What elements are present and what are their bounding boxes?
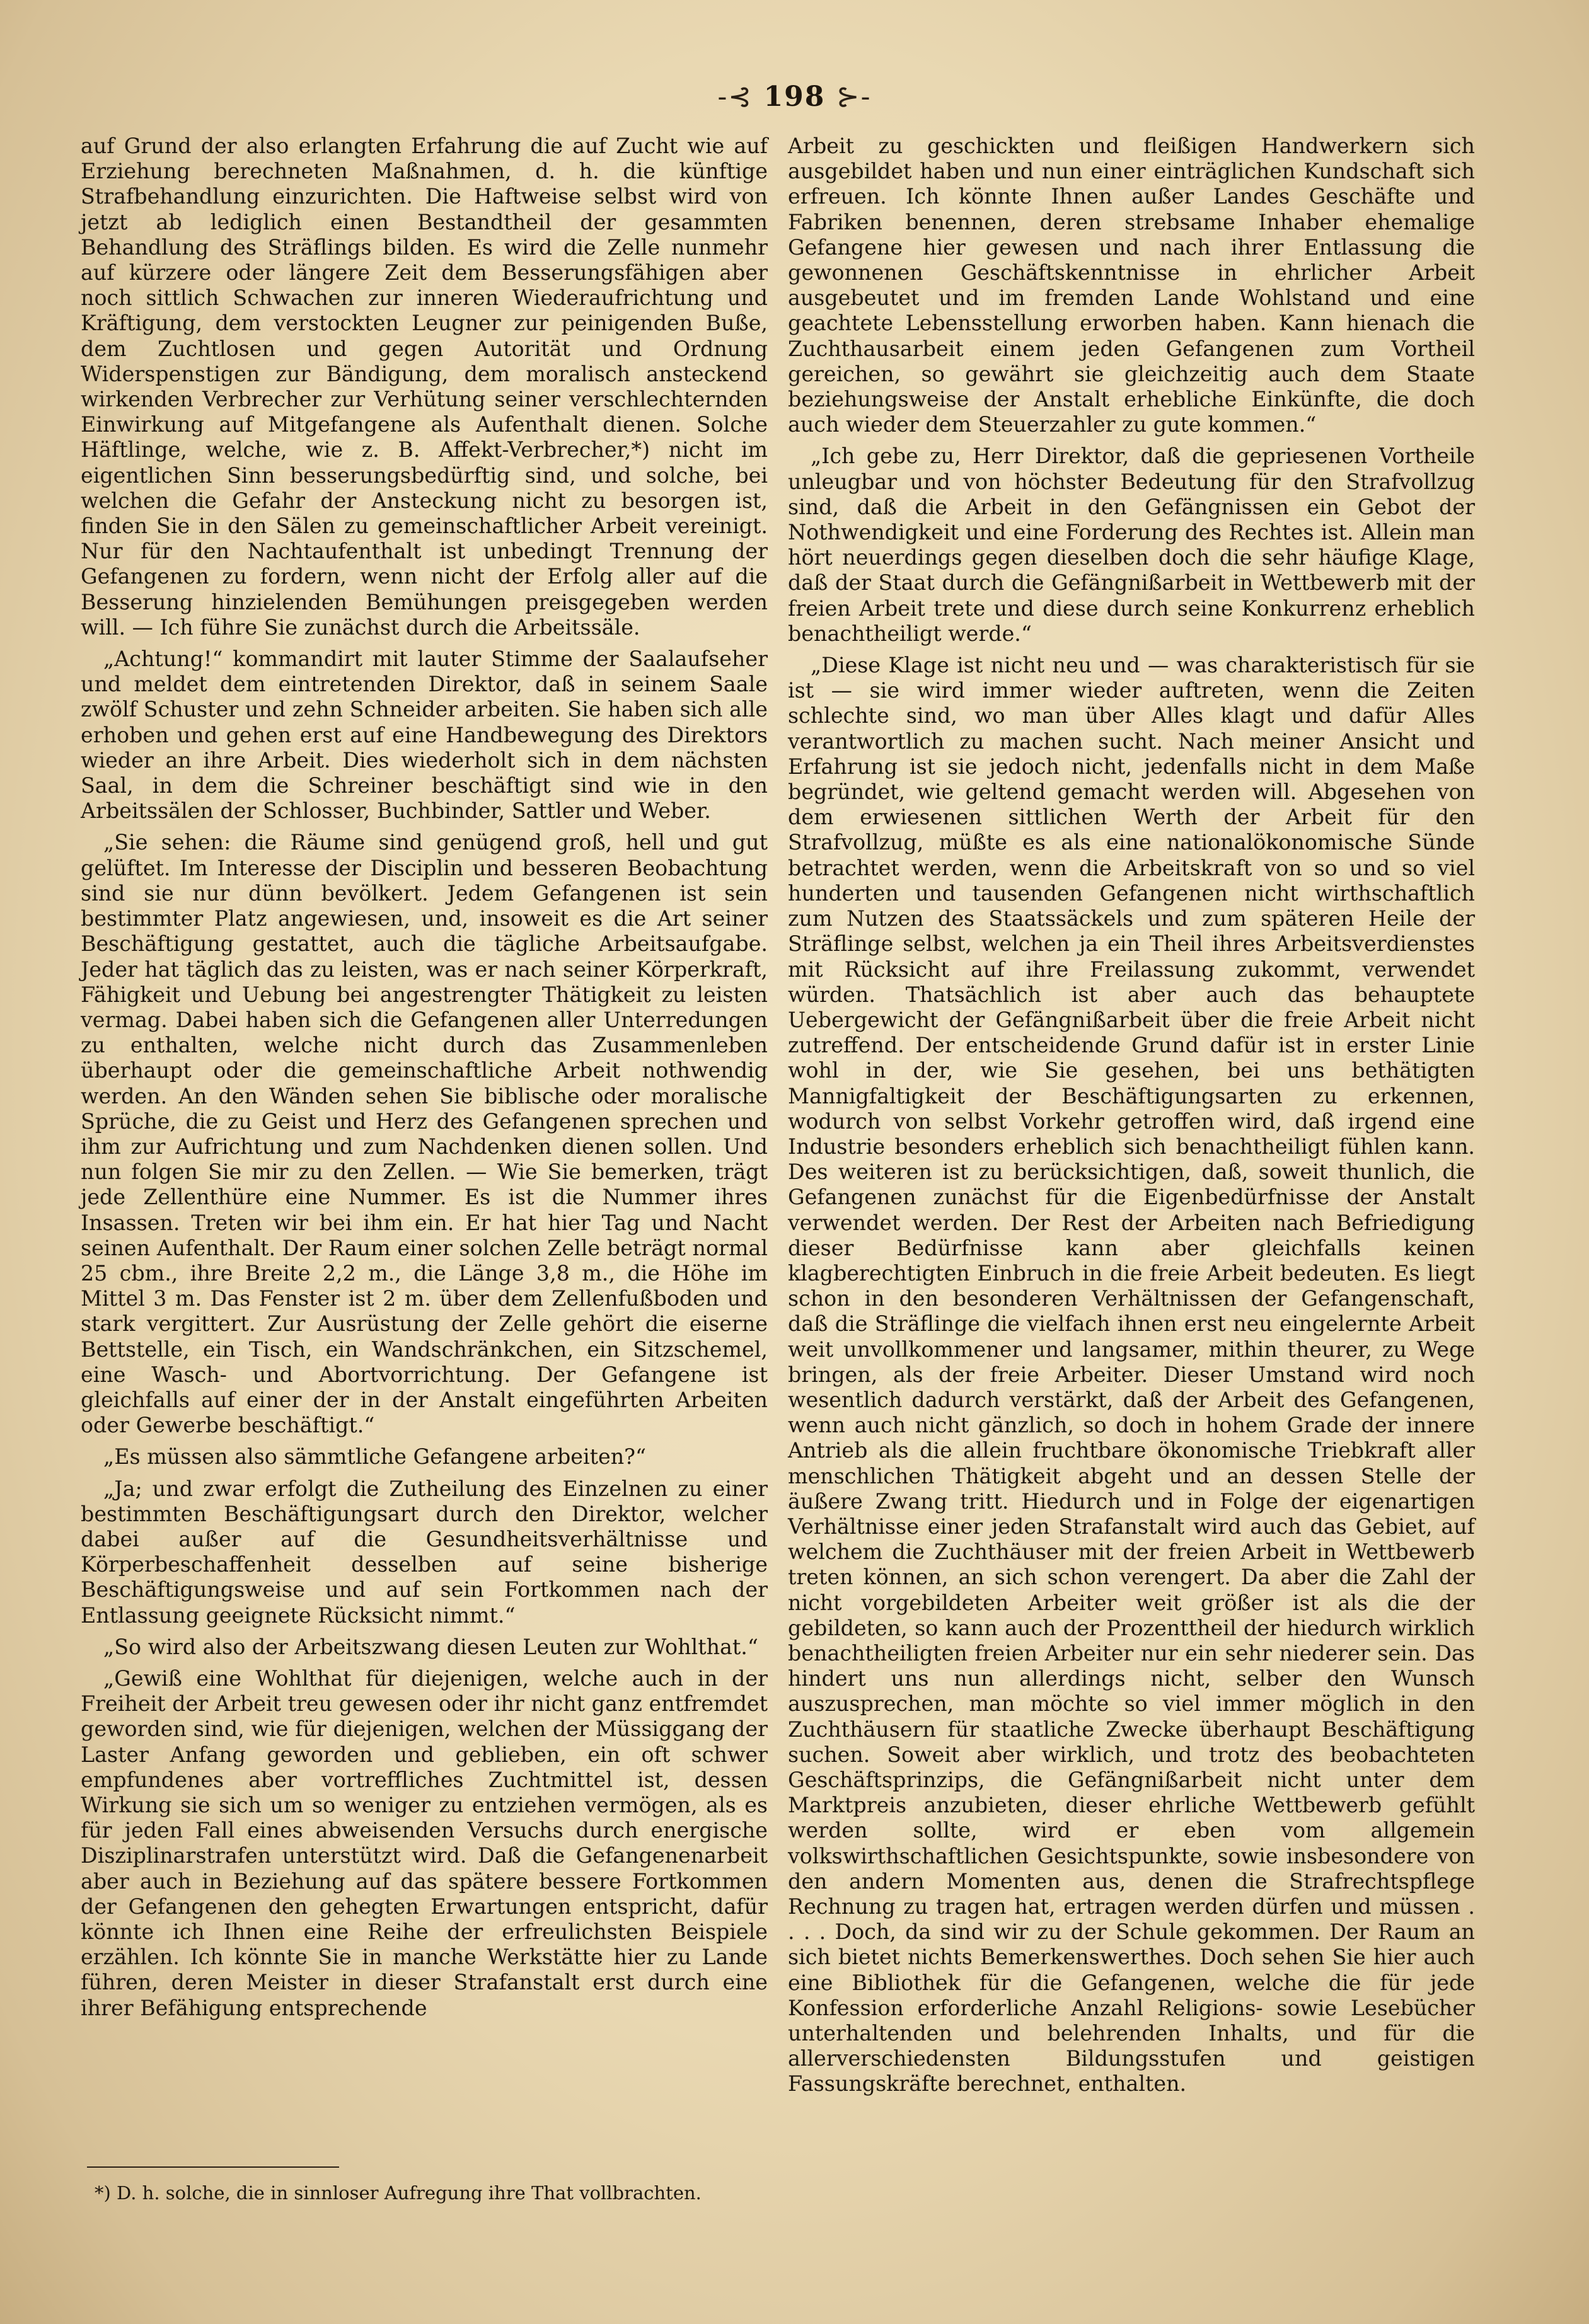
right-column	[788, 134, 1475, 2097]
paragraph: „Achtung!“ kommandirt mit lauter Stimme der Saalaufseher und meldet dem eintretenden Direktor, daß in seinem Saale zwölf Schuster und zehn Schneider arbeiten. Sie haben sich alle erhoben und gehen erst auf eine Handbewegung des Direktors wieder an ihre Arbeit. Dies wiederholt sich in dem nächsten Saal, in dem die Schreiner beschäftigt sind wie in den Arbeitssälen der Schlosser, Buchbinder, Sattler und Weber.	[81, 647, 768, 824]
page-header	[0, 81, 1589, 113]
paragraph: Arbeit zu geschickten und fleißigen Handwerkern sich ausgebildet haben und nun einer einträglichen Kundschaft sich erfreuen. Ich könnte Ihnen außer Landes Geschäfte und Fabriken benennen, deren strebsame Inhaber ehemalige Gefangene hier gewesen und nach ihrer Entlassung die gewonnenen Geschäftskenntnisse in ehrlicher Arbeit ausgebeutet und im fremden Lande Wohlstand und eine geachtete Lebensstellung erworben haben. Kann hienach die Zuchthausarbeit einem jeden Gefangenen zum Vortheil gereichen, so gewährt sie gleichzeitig auch dem Staate beziehungsweise der Anstalt erhebliche Einkünfte, die doch auch wieder dem Steuerzahler zu gute kommen.“	[788, 134, 1475, 437]
page-number: 198	[763, 81, 826, 113]
ornament-right: ⊱-	[836, 81, 872, 113]
footnote-rule	[87, 2166, 339, 2168]
paragraph: „Diese Klage ist nicht neu und — was charakteristisch für sie ist — sie wird immer wieder auftreten, wenn die Zeiten schlechte sind, wo man über Alles klagt und dafür Alles verantwortlich zu machen sucht. Nach meiner Ansicht und Erfahrung ist sie jedoch nicht, jedenfalls nicht in dem Maße begründet, wie geltend gemacht werden will. Abgesehen von dem erwiesenen sittlichen Werth der Arbeit für den Strafvollzug, müßte es als eine nationalökonomische Sünde betrachtet werden, wenn die Arbeitskraft von so und so viel hunderten und tausenden Gefangenen nicht wirthschaftlich zum Nutzen des Staatssäckels und zum späteren Heile der Sträflinge selbst, welchen ja ein Theil ihres Arbeitsverdienstes mit Rücksicht auf ihre Freilassung zukommt, verwendet würden. Thatsächlich ist aber auch das behauptete Uebergewicht der Gefängnißarbeit über die freie Arbeit nicht zutreffend. Der entscheidende Grund dafür ist in erster Linie wohl in der, wie Sie gesehen, bei uns bethätigten Mannigfaltigkeit der Beschäftigungsarten zu erkennen, wodurch von selbst Vorkehr getroffen wird, daß irgend eine Industrie besonders erheblich sich benachtheiligt fühlen kann. Des weiteren ist zu berücksichtigen, daß, soweit thunlich, die Gefangenen zunächst für die Eigenbedürfnisse der Anstalt verwendet werden. Der Rest der Arbeiten nach Befriedigung dieser Bedürfnisse kann aber gleichfalls keinen klagberechtigten Einbruch in die freie Arbeit bedeuten. Es liegt schon in den besonderen Verhältnissen der Gefangenschaft, daß die Sträflinge die vielfach ihnen erst neu eingelernte Arbeit weit unvollkommener und langsamer, mithin theurer, zu Wege bringen, als der freie Arbeiter. Dieser Umstand wird noch wesentlich dadurch verstärkt, daß der Arbeit des Gefangenen, wenn auch nicht gänzlich, so doch in hohem Grade der innere Antrieb als die allein fruchtbare ökonomische Triebkraft aller menschlichen Thätigkeit abgeht und an dessen Stelle der äußere Zwang tritt. Hiedurch und in Folge der eigenartigen Verhältnisse einer jeden Strafanstalt wird auch das Gebiet, auf welchem die Zuchthäuser mit der freien Arbeit in Wettbewerb treten können, an sich schon verengert. Da aber die Zahl der nicht vorgebildeten Arbeiter weit größer ist als die der gebildeten, so kann auch der Prozenttheil der hiedurch wirklich benachtheiligten freien Arbeiter nur ein sehr niederer sein. Das hindert uns nun allerdings nicht, selber den Wunsch auszusprechen, man möchte so viel immer möglich in den Zuchthäusern für staatliche Zwecke überhaupt Beschäftigung suchen. Soweit aber wirklich, und trotz des beobachteten Geschäftsprinzips, die Gefängnißarbeit nicht unter dem Marktpreis anzubieten, dieser ehrliche Wettbewerb gefühlt werden sollte, wird er eben vom allgemein volkswirthschaftlichen Gesichtspunkte, sowie insbesondere von den andern Momenten aus, denen die Strafrechtspflege Rechnung zu tragen hat, ertragen werden dürfen und müssen . . . . Doch, da sind wir zu der Schule gekommen. Der Raum an sich bietet nichts Bemerkenswerthes. Doch sehen Sie hier auch eine Bibliothek für die Gefangenen, welche die für jede Konfession erforderliche Anzahl Religions- sowie Lesebücher unterhaltenden und belehrenden Inhalts, und für die allerverschiedensten Bildungsstufen und geistigen Fassungskräfte berechnet, enthalten.	[788, 653, 1475, 2097]
paragraph: „Sie sehen: die Räume sind genügend groß, hell und gut gelüftet. Im Interesse der Disciplin und besseren Beobachtung sind sie nur dünn bevölkert. Jedem Gefangenen ist sein bestimmter Platz angewiesen, und, insoweit es die Art seiner Beschäftigung gestattet, auch die tägliche Arbeitsaufgabe. Jeder hat täglich das zu leisten, was er nach seiner Körperkraft, Fähigkeit und Uebung bei angestrengter Thätigkeit zu leisten vermag. Dabei haben sich die Gefangenen aller Unterredungen zu enthalten, welche nicht durch das Zusammenleben überhaupt oder die gemeinschaftliche Arbeit nothwendig werden. An den Wänden sehen Sie biblische oder moralische Sprüche, die zu Geist und Herz des Gefangenen sprechen und ihm zur Aufrichtung und zum Nachdenken dienen sollen. Und nun folgen Sie mir zu den Zellen. — Wie Sie bemerken, trägt jede Zellenthüre eine Nummer. Es ist die Nummer ihres Insassen. Treten wir bei ihm ein. Er hat hier Tag und Nacht seinen Aufenthalt. Der Raum einer solchen Zelle beträgt normal 25 cbm., ihre Breite 2,2 m., die Länge 3,8 m., die Höhe im Mittel 3 m. Das Fenster ist 2 m. über dem Zellenfußboden und stark vergittert. Zur Ausrüstung der Zelle gehört die eiserne Bettstelle, ein Tisch, ein Wandschränkchen, ein Sitzschemel, eine Wasch- und Abortvorrichtung. Der Gefangene ist gleichfalls auf einer der in der Anstalt eingeführten Arbeiten oder Gewerbe beschäftigt.“	[81, 830, 768, 1438]
paragraph: „Ich gebe zu, Herr Direktor, daß die gepriesenen Vortheile unleugbar und von höchster Bedeutung für den Strafvollzug sind, daß die Arbeit in den Gefängnissen ein Gebot der Nothwendigkeit und eine Forderung des Rechtes ist. Allein man hört neuerdings gegen dieselben doch die sehr häufige Klage, daß der Staat durch die Gefängnißarbeit in Wettbewerb mit der freien Arbeit trete und diese durch seine Konkurrenz erheblich benachtheiligt werde.“	[788, 444, 1475, 646]
paragraph: „So wird also der Arbeitszwang diesen Leuten zur Wohlthat.“	[103, 1634, 758, 1659]
paragraph: auf Grund der also erlangten Erfahrung die auf Zucht wie auf Erziehung berechneten Maßnahmen, d. h. die künftige Strafbehandlung einzurichten. Die Haftweise selbst wird von jetzt ab lediglich einen Bestandtheil der gesammten Behandlung des Sträflings bilden. Es wird die Zelle nunmehr auf kürzere oder längere Zeit dem Besserungsfähigen aber noch sittlich Schwachen zur inneren Wiederaufrichtung und Kräftigung, dem verstockten Leugner zur peinigenden Buße, dem Zuchtlosen und gegen Autorität und Ordnung Widerspenstigen zur Bändigung, dem moralisch ansteckend wirkenden Verbrecher zur Verhütung seiner verschlechternden Einwirkung auf Mitgefangene als Aufenthalt dienen. Solche Häftlinge, welche, wie z. B. Affekt-Verbrecher,*) nicht im eigentlichen Sinn besserungsbedürftig sind, und solche, bei welchen die Gefahr der Ansteckung nicht zu besorgen ist, finden Sie in den Sälen zu gemeinschaftlicher Arbeit vereinigt. Nur für den Nachtaufenthalt ist unbedingt Trennung der Gefangenen zu fordern, wenn nicht der Erfolg aller auf die Besserung hinzielenden Bemühungen preisgegeben werden will. — Ich führe Sie zunächst durch die Arbeitssäle.	[81, 134, 768, 640]
paragraph: „Es müssen also sämmtliche Gefangene arbeiten?“	[103, 1444, 647, 1470]
ornament-left: -⊰	[717, 81, 753, 113]
paragraph: „Gewiß eine Wohlthat für diejenigen, welche auch in der Freiheit der Arbeit treu gewesen oder ihr nicht ganz entfremdet geworden sind, wie für diejenigen, welchen der Müssiggang der Laster Anfang geworden und geblieben, ein oft schwer empfundenes aber vortreffliches Zuchtmittel ist, dessen Wirkung sie sich um so weniger zu entziehen vermögen, als es für jeden Fall eines abweisenden Versuchs durch energische Disziplinarstrafen unterstützt wird. Daß die Gefangenenarbeit aber auch in Beziehung auf das spätere bessere Fortkommen der Gefangenen den gehegten Erwartungen entspricht, dafür könnte ich Ihnen eine Reihe der erfreulichsten Beispiele erzählen. Ich könnte Sie in manche Werkstätte hier zu Lande führen, deren Meister in dieser Strafanstalt erst durch eine ihrer Befähigung entsprechende	[81, 1665, 768, 2020]
left-column	[81, 134, 768, 2021]
paragraph: „Ja; und zwar erfolgt die Zutheilung des Einzelnen zu einer bestimmten Beschäftigungsart durch den Direktor, welcher dabei außer auf die Gesundheitsverhältnisse und Körperbeschaffenheit desselben auf seine bisherige Beschäftigungsweise und auf sein Fortkommen nach der Entlassung geeignete Rücksicht nimmt.“	[81, 1476, 768, 1628]
footnote: *) D. h. solche, die in sinnloser Aufregung ihre That vollbrachten.	[95, 2182, 702, 2204]
